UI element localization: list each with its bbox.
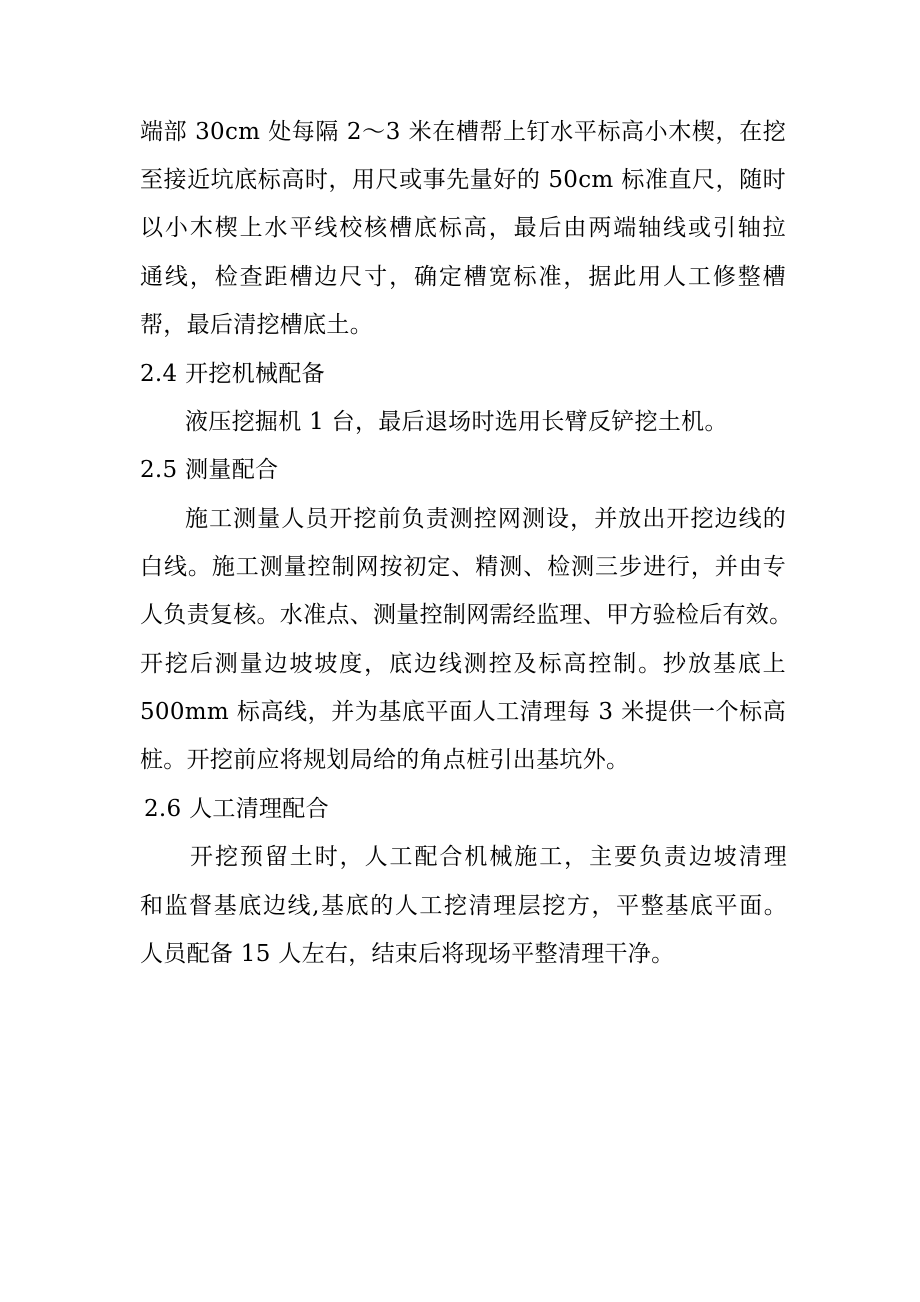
section-heading: 2.6 人工清理配合: [144, 796, 329, 822]
paragraph-line: 和监督基底边线,基底的人工挖清理层挖方，平整基底平面。: [140, 893, 787, 919]
paragraph-line: 至接近坑底标高时，用尺或事先量好的 50cm 标准直尺，随时: [140, 167, 786, 193]
paragraph-line: 开挖预留土时，人工配合机械施工，主要负责边坡清理: [190, 844, 787, 870]
paragraph-line: 液压挖掘机 1 台，最后退场时选用长臂反铲挖土机。: [185, 409, 728, 435]
paragraph-line: 施工测量人员开挖前负责测控网测设，并放出开挖边线的: [185, 506, 786, 532]
section-heading: 2.4 开挖机械配备: [140, 361, 325, 387]
paragraph-line: 500mm 标高线，并为基底平面人工清理每 3 米提供一个标高: [140, 699, 786, 725]
paragraph-line: 白线。施工测量控制网按初定、精测、检测三步进行，并由专: [140, 554, 786, 580]
section-heading: 2.5 测量配合: [140, 457, 279, 483]
paragraph-line: 桩。开挖前应将规划局给的角点桩引出基坑外。: [140, 747, 630, 773]
paragraph-line: 人员配备 15 人左右，结束后将现场平整清理干净。: [140, 941, 675, 967]
paragraph-line: 通线，检查距槽边尺寸，确定槽宽标准，据此用人工修整槽: [140, 264, 786, 290]
paragraph-line: 帮，最后清挖槽底土。: [140, 312, 373, 338]
paragraph-line: 开挖后测量边坡坡度，底边线测控及标高控制。抄放基底上: [140, 651, 786, 677]
paragraph-line: 人负责复核。水准点、测量控制网需经监理、甲方验检后有效。: [140, 602, 793, 628]
paragraph-line: 以小木楔上水平线校核槽底标高，最后由两端轴线或引轴拉: [140, 215, 786, 241]
paragraph-line: 端部 30cm 处每隔 2～3 米在槽帮上钉水平标高小木楔，在挖: [140, 119, 786, 145]
